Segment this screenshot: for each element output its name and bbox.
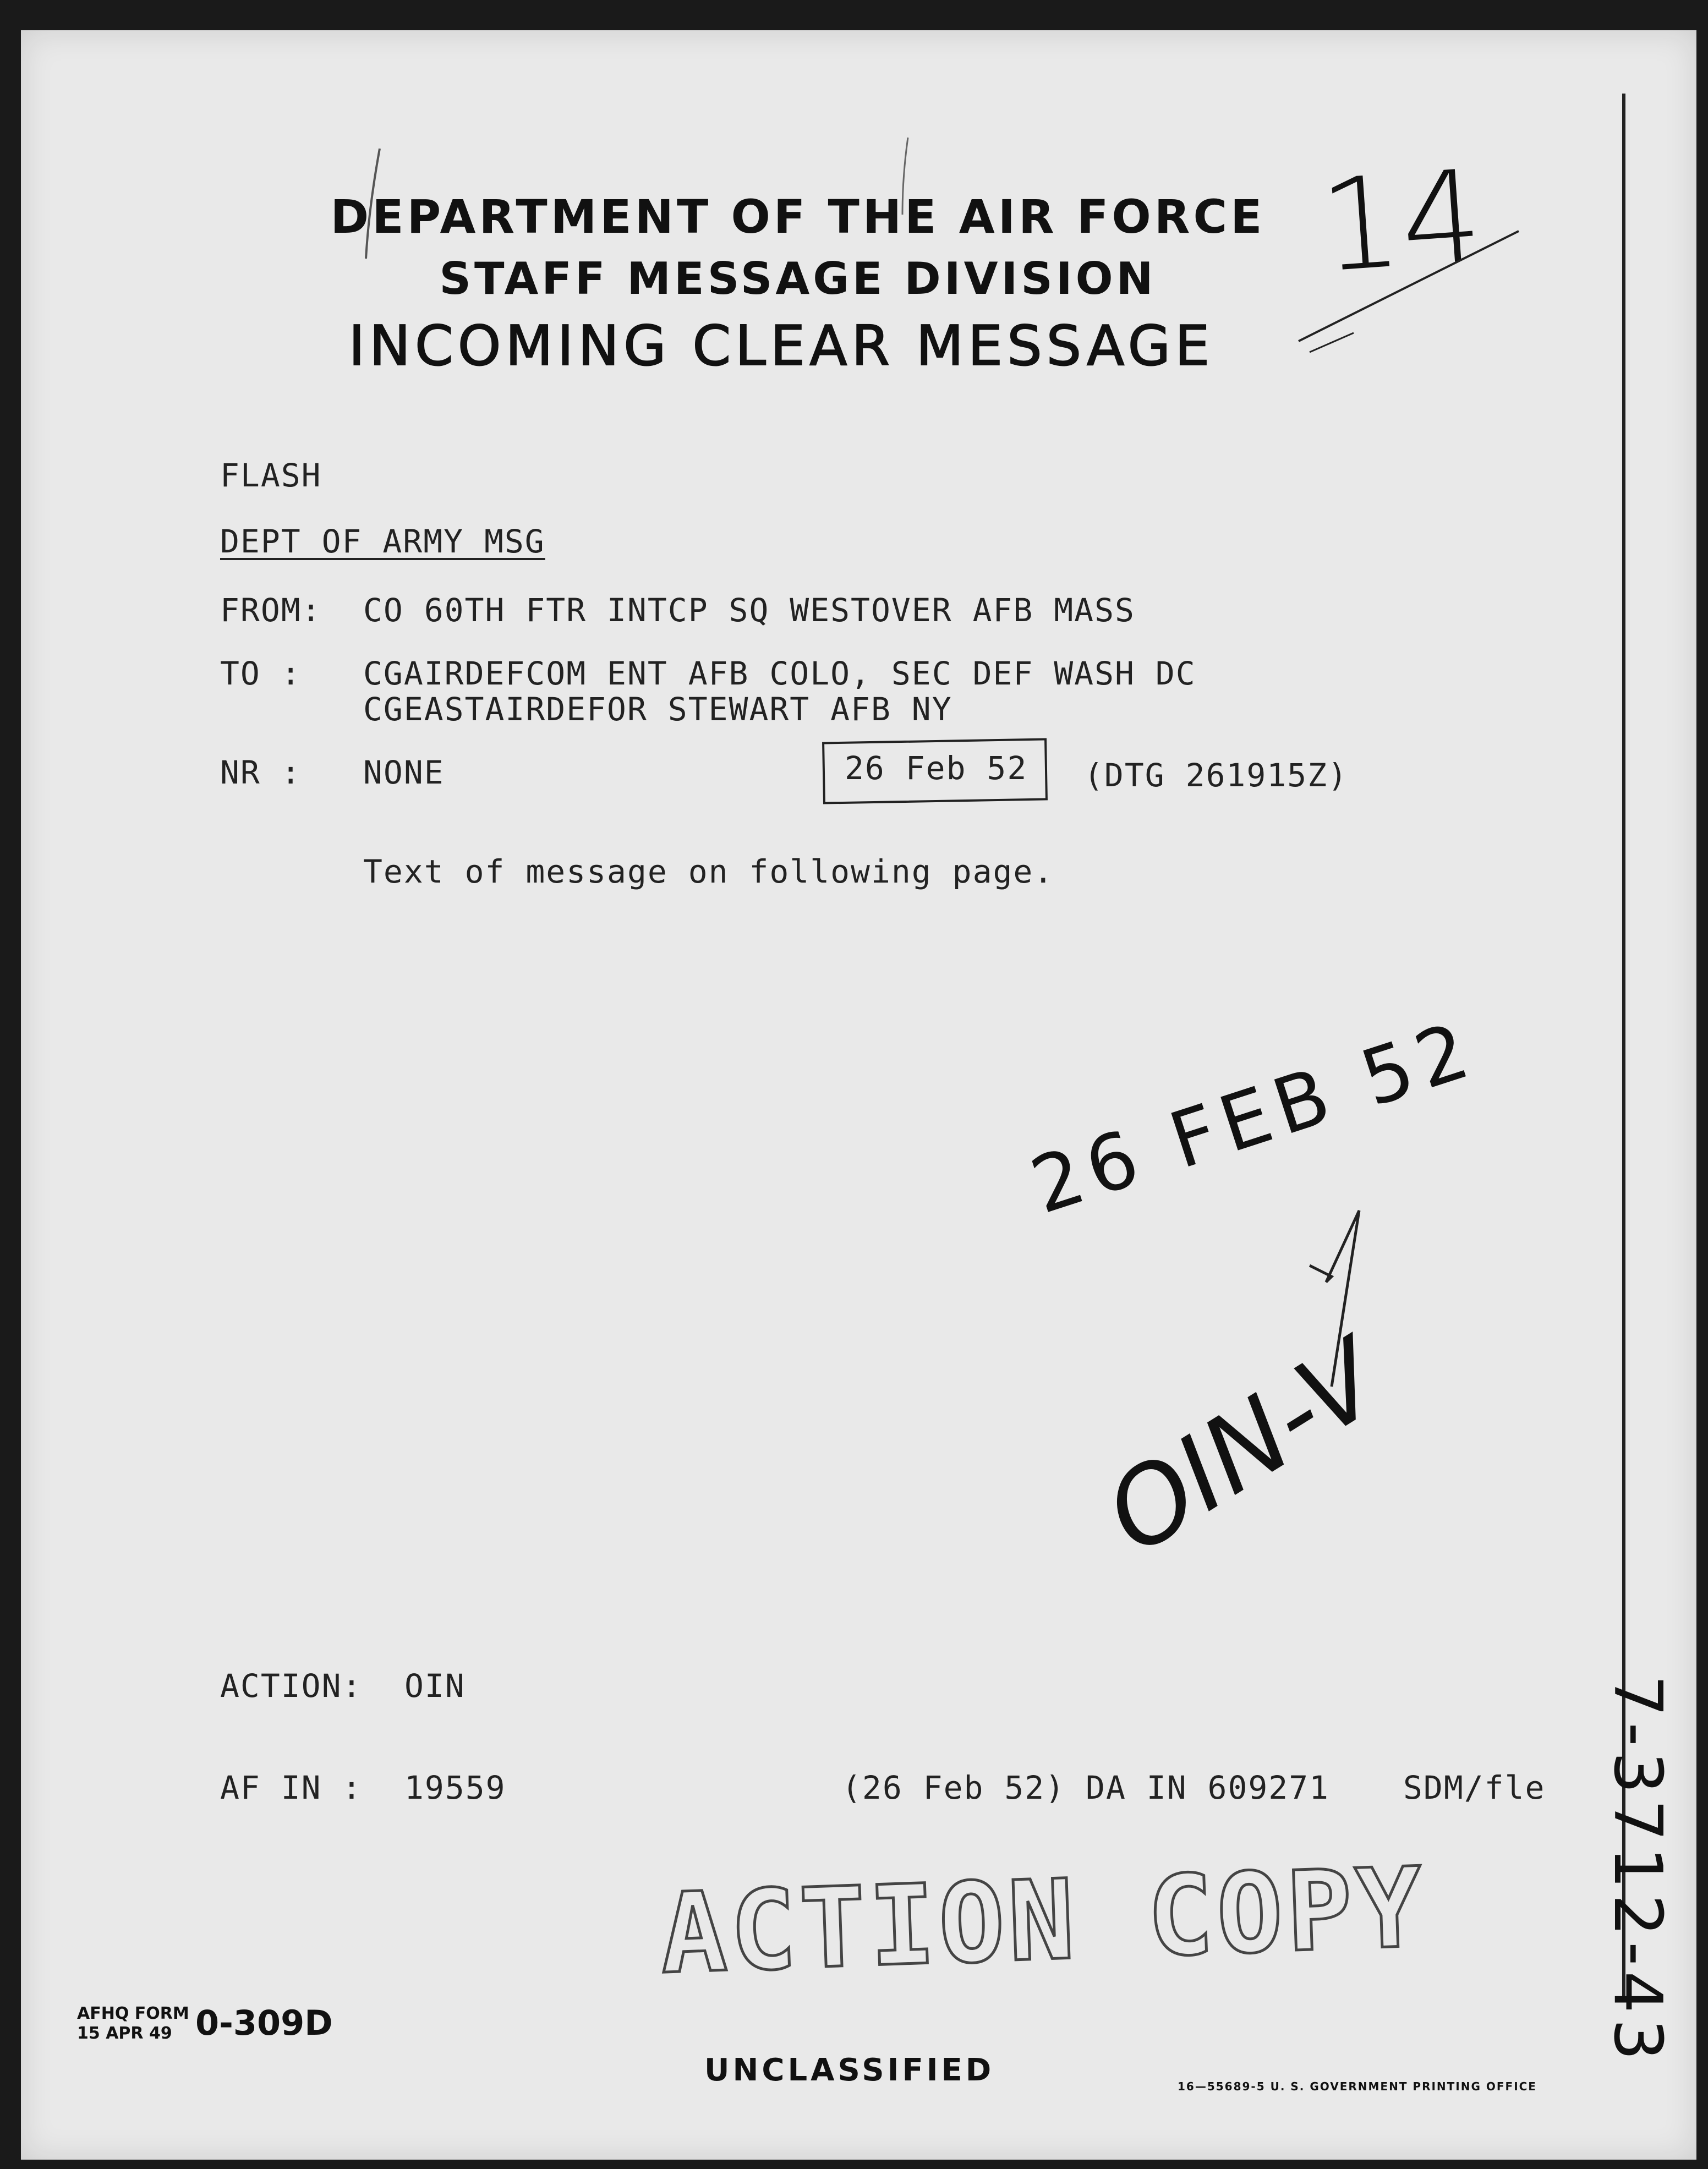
to-line-1: CGAIRDEFCOM ENT AFB COLO, SEC DEF WASH DC — [363, 655, 1196, 692]
form-label-line1: AFHQ FORM — [77, 2004, 189, 2023]
message-body: Text of message on following page. — [363, 853, 1054, 890]
header-division: STAFF MESSAGE DIVISION — [439, 253, 1157, 304]
form-label-line2: 15 APR 49 — [77, 2024, 172, 2043]
handwritten-routing-note: OIN-V — [1085, 1317, 1402, 1578]
classification-marking: UNCLASSIFIED — [704, 2052, 995, 2088]
nr-value: NONE — [363, 754, 445, 791]
nr-label: NR : — [220, 754, 302, 791]
header-department: DEPARTMENT OF THE AIR FORCE — [330, 190, 1266, 244]
handwritten-page-number: 14 — [1316, 143, 1487, 301]
from-value: CO 60TH FTR INTCP SQ WESTOVER AFB MASS — [363, 591, 1135, 629]
da-in-reference: (26 Feb 52) DA IN 609271 — [842, 1769, 1330, 1806]
handwritten-date-note: 26 FEB 52 — [1021, 1004, 1487, 1232]
pen-check-stroke — [1310, 1211, 1359, 1387]
pen-slash-stroke — [1299, 231, 1519, 341]
action-copy-stamp: ACTION COPY — [658, 1843, 1428, 1999]
pen-tick-left — [366, 149, 380, 259]
printing-office-line: 16—55689-5 U. S. GOVERNMENT PRINTING OFFICE — [1178, 2080, 1537, 2093]
message-source: DEPT OF ARMY MSG — [220, 523, 545, 560]
af-in-label: AF IN : — [220, 1769, 363, 1806]
header-message-type: INCOMING CLEAR MESSAGE — [348, 314, 1214, 378]
pen-tick-center — [902, 138, 908, 215]
pen-short-stroke — [1310, 333, 1354, 352]
sdm-reference: SDM/fle — [1403, 1769, 1546, 1806]
message-dtg: (DTG 261915Z) — [1084, 757, 1348, 794]
precedence-flash: FLASH — [220, 457, 322, 494]
handwritten-file-number: 7-3712-43 — [1599, 1674, 1676, 2067]
to-label: TO : — [220, 655, 302, 692]
form-number: 0-309D — [195, 2003, 333, 2043]
af-in-value: 19559 — [404, 1769, 506, 1806]
to-line-2: CGEASTAIRDEFOR STEWART AFB NY — [363, 691, 952, 728]
action-label: ACTION: — [220, 1667, 363, 1705]
from-label: FROM: — [220, 591, 322, 629]
action-value: OIN — [404, 1667, 466, 1705]
message-date: 26 Feb 52 — [845, 749, 1028, 787]
